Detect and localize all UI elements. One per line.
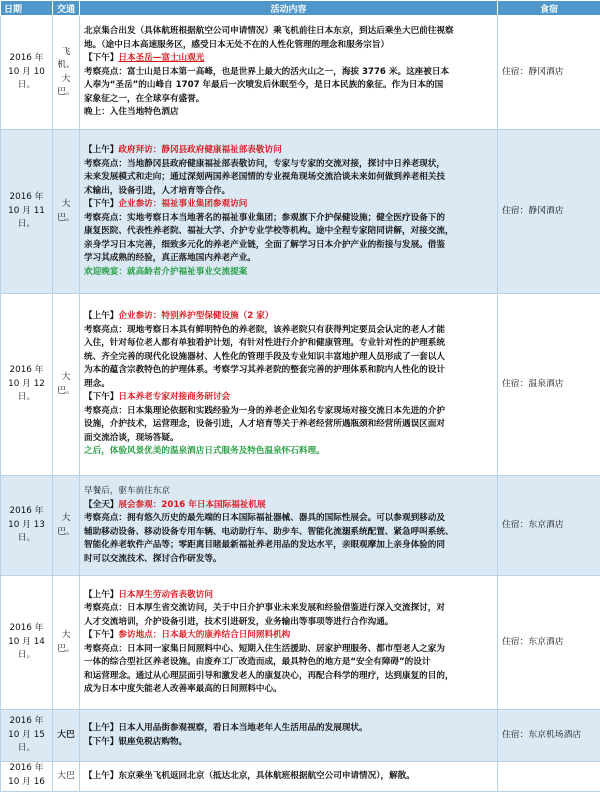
row-transport: 大巴。: [53, 476, 80, 576]
row-date: 2016 年 10 月 15 日。: [1, 710, 53, 762]
row-activity: 【上午】政府拜访：静冈县政府健康福祉部表敬访问 考察亮点：当地静冈县政府健康福祉部表敬访问，专家与专家的交流对接，探讨中日养老现状， 未来发展模式和走向；通过深刻两国养老国情的专业视角现场交流洽谈未来如何做到养老相关技 术输出，设备引进，人才培育等合作。 【下午】企业参访：福祉事业集团参观访问 考察亮点：实地考察日本当地著名的福祉事业集团；参观旗下介护保健设施；健全医疗设备下的 康复医院、代表性养老院、福祉大学、介护专业学校等机构。途中全程专家陪同讲解，对接交流， 亲身学习日本完善，细致多元化的养老产业链，全面了解学习日本介护产业的衔接与发展。借鉴 学习其成熟的经验，真正落地国内养老产业。 欢迎晚宴：就高龄者介护福祉事业交流提案: [80, 130, 498, 294]
row-hotel: 住宿：温泉酒店: [498, 294, 600, 476]
row-hotel: 住宿：东京酒店: [498, 476, 600, 576]
row-date: 2016 年 10 月 10 日。: [1, 16, 53, 130]
row-hotel: 住宿：东京酒店: [498, 576, 600, 710]
header-transport: 交通: [53, 1, 80, 16]
table-row: [1, 476, 600, 576]
row-hotel: 住宿：静冈酒店: [498, 16, 600, 130]
row-date: 2016 年 10 月 13 日。: [1, 476, 53, 576]
table-row: [1, 294, 600, 476]
row-transport: 大巴: [53, 710, 80, 762]
table-row: [1, 710, 600, 762]
table-header-row: [1, 1, 600, 16]
row-transport: 大巴。: [53, 130, 80, 294]
row-date: 2016 年 10 月 12 日。: [1, 294, 53, 476]
row-date: 2016 年 10 月 16: [1, 762, 53, 792]
table-row: [1, 130, 600, 294]
header-lodging: 食宿: [498, 1, 600, 16]
table-row: [1, 576, 600, 710]
row-hotel: 住宿：东京机场酒店: [498, 710, 600, 762]
row-activity: 北京集合出发（具体航班根据航空公司申请情况）乘飞机前往日本东京，到达后乘坐大巴前往视察 地。（途中日本高速服务区，感受日本无处不在的人性化管理的理念和服务宗旨） 【下午】日本圣岳—富士山观光 考察亮点：富士山是日本第一高峰，也是世界上最大的活火山之一，海拔 3776 米。这座被日本 人奉为“圣岳”的山峰自 1707 年最后一次喷发后休眠至今，是日本民族的象征。作为日本的国 家象征之一，在全球享有盛誉。 晚上：入住当地特色酒店: [80, 16, 498, 130]
row-transport: 大巴。: [53, 294, 80, 476]
row-transport: 大巴: [53, 762, 80, 792]
table-row: [1, 762, 600, 792]
row-transport: 飞机、 大巴。: [53, 16, 80, 130]
header-activity: 活动内容: [80, 1, 498, 16]
row-activity: 【上午】东京乘坐飞机返回北京（抵达北京，具体航班根据航空公司申请情况），解散。: [80, 762, 498, 792]
header-date: 日期: [1, 1, 53, 16]
row-activity: 【上午】日本厚生劳动省表敬访问 考察亮点：日本厚生省交流访问，关于中日介护事业未来发展和经验借鉴进行深入交流探讨，对 人才交流培训，介护设备引进，技术引进研发，业务输出等事项等进行合作沟通。 【下午】参访地点：日本最大的康养结合日间照料机构 考察亮点：日本同一家集日间照料中心、短期入住生活援助、居家护理服务、都市型老人之家为 一体的综合型社区养老设施。由废弃工厂改造而成，最具特色的地方是“安全有障碍”的设计 和运营理念。通过从心理层面引导和激发老人的康复决心，再配合科学的理疗，达到康复的目的， 成为日本中度失能老人改善率最高的日间照料中心。: [80, 576, 498, 710]
row-date: 2016 年 10 月 11 日。: [1, 130, 53, 294]
table-row: [1, 16, 600, 130]
row-activity: 【上午】日本人用品街参观视察，看日本当地老年人生活用品的发展现状。 【下午】银座免税店购物。: [80, 710, 498, 762]
row-date: 2016 年 10 月 14 日。: [1, 576, 53, 710]
row-activity: 【上午】企业参访：特别养护型保健设施（2 家） 考察亮点：现地考察日本具有鲜明特色的养老院，该养老院只有获得判定要员会认定的老人才能 入住，针对每位老人都有单独看护计划，有针对性进行介护和健康管理。专业针对性的护理系统 统、齐全完善的现代化设施器材、人性化的管理手段及专业知识丰富地护理人员形成了一套以人 为本的蕴含宗教特色的护理体系。考察学习其养老院的整套完善的护理体系和院内人性化的设计 理念。 【下午】日本养老专家对接商务研讨会 考察亮点：日本集理论依据和实践经验为一身的养老企业知名专家现场对接交流日本先进的介护 设施，介护技术，运营理念，设备引进，人才培育等关于养老经营所遇瓶颈和经营所遇误区面对 面交流洽谈，现场答疑。 之后，体验风景优美的温泉酒店日式服务及特色温泉怀石料理。: [80, 294, 498, 476]
row-hotel: [498, 762, 600, 792]
row-activity: 早餐后，驱车前往东京 【全天】展会参观：2016 年日本国际福祉机展 考察亮点：拥有悠久历史的最先端的日本国际福祉器械、器具的国际性展会。可以参观到移动及 辅助移动设备、移动设备专用车辆、电动助行车、助步车、智能化流溺系统配置、紧急呼叫系统、 智能化养老软件产品等；零距离目睹最新福祉养老用品的发达水平，亲眼观摩加上亲身体验的同 时可以交流技术、探讨合作研发等。: [80, 476, 498, 576]
row-transport: 大巴。: [53, 576, 80, 710]
row-hotel: 住宿：静冈酒店: [498, 130, 600, 294]
